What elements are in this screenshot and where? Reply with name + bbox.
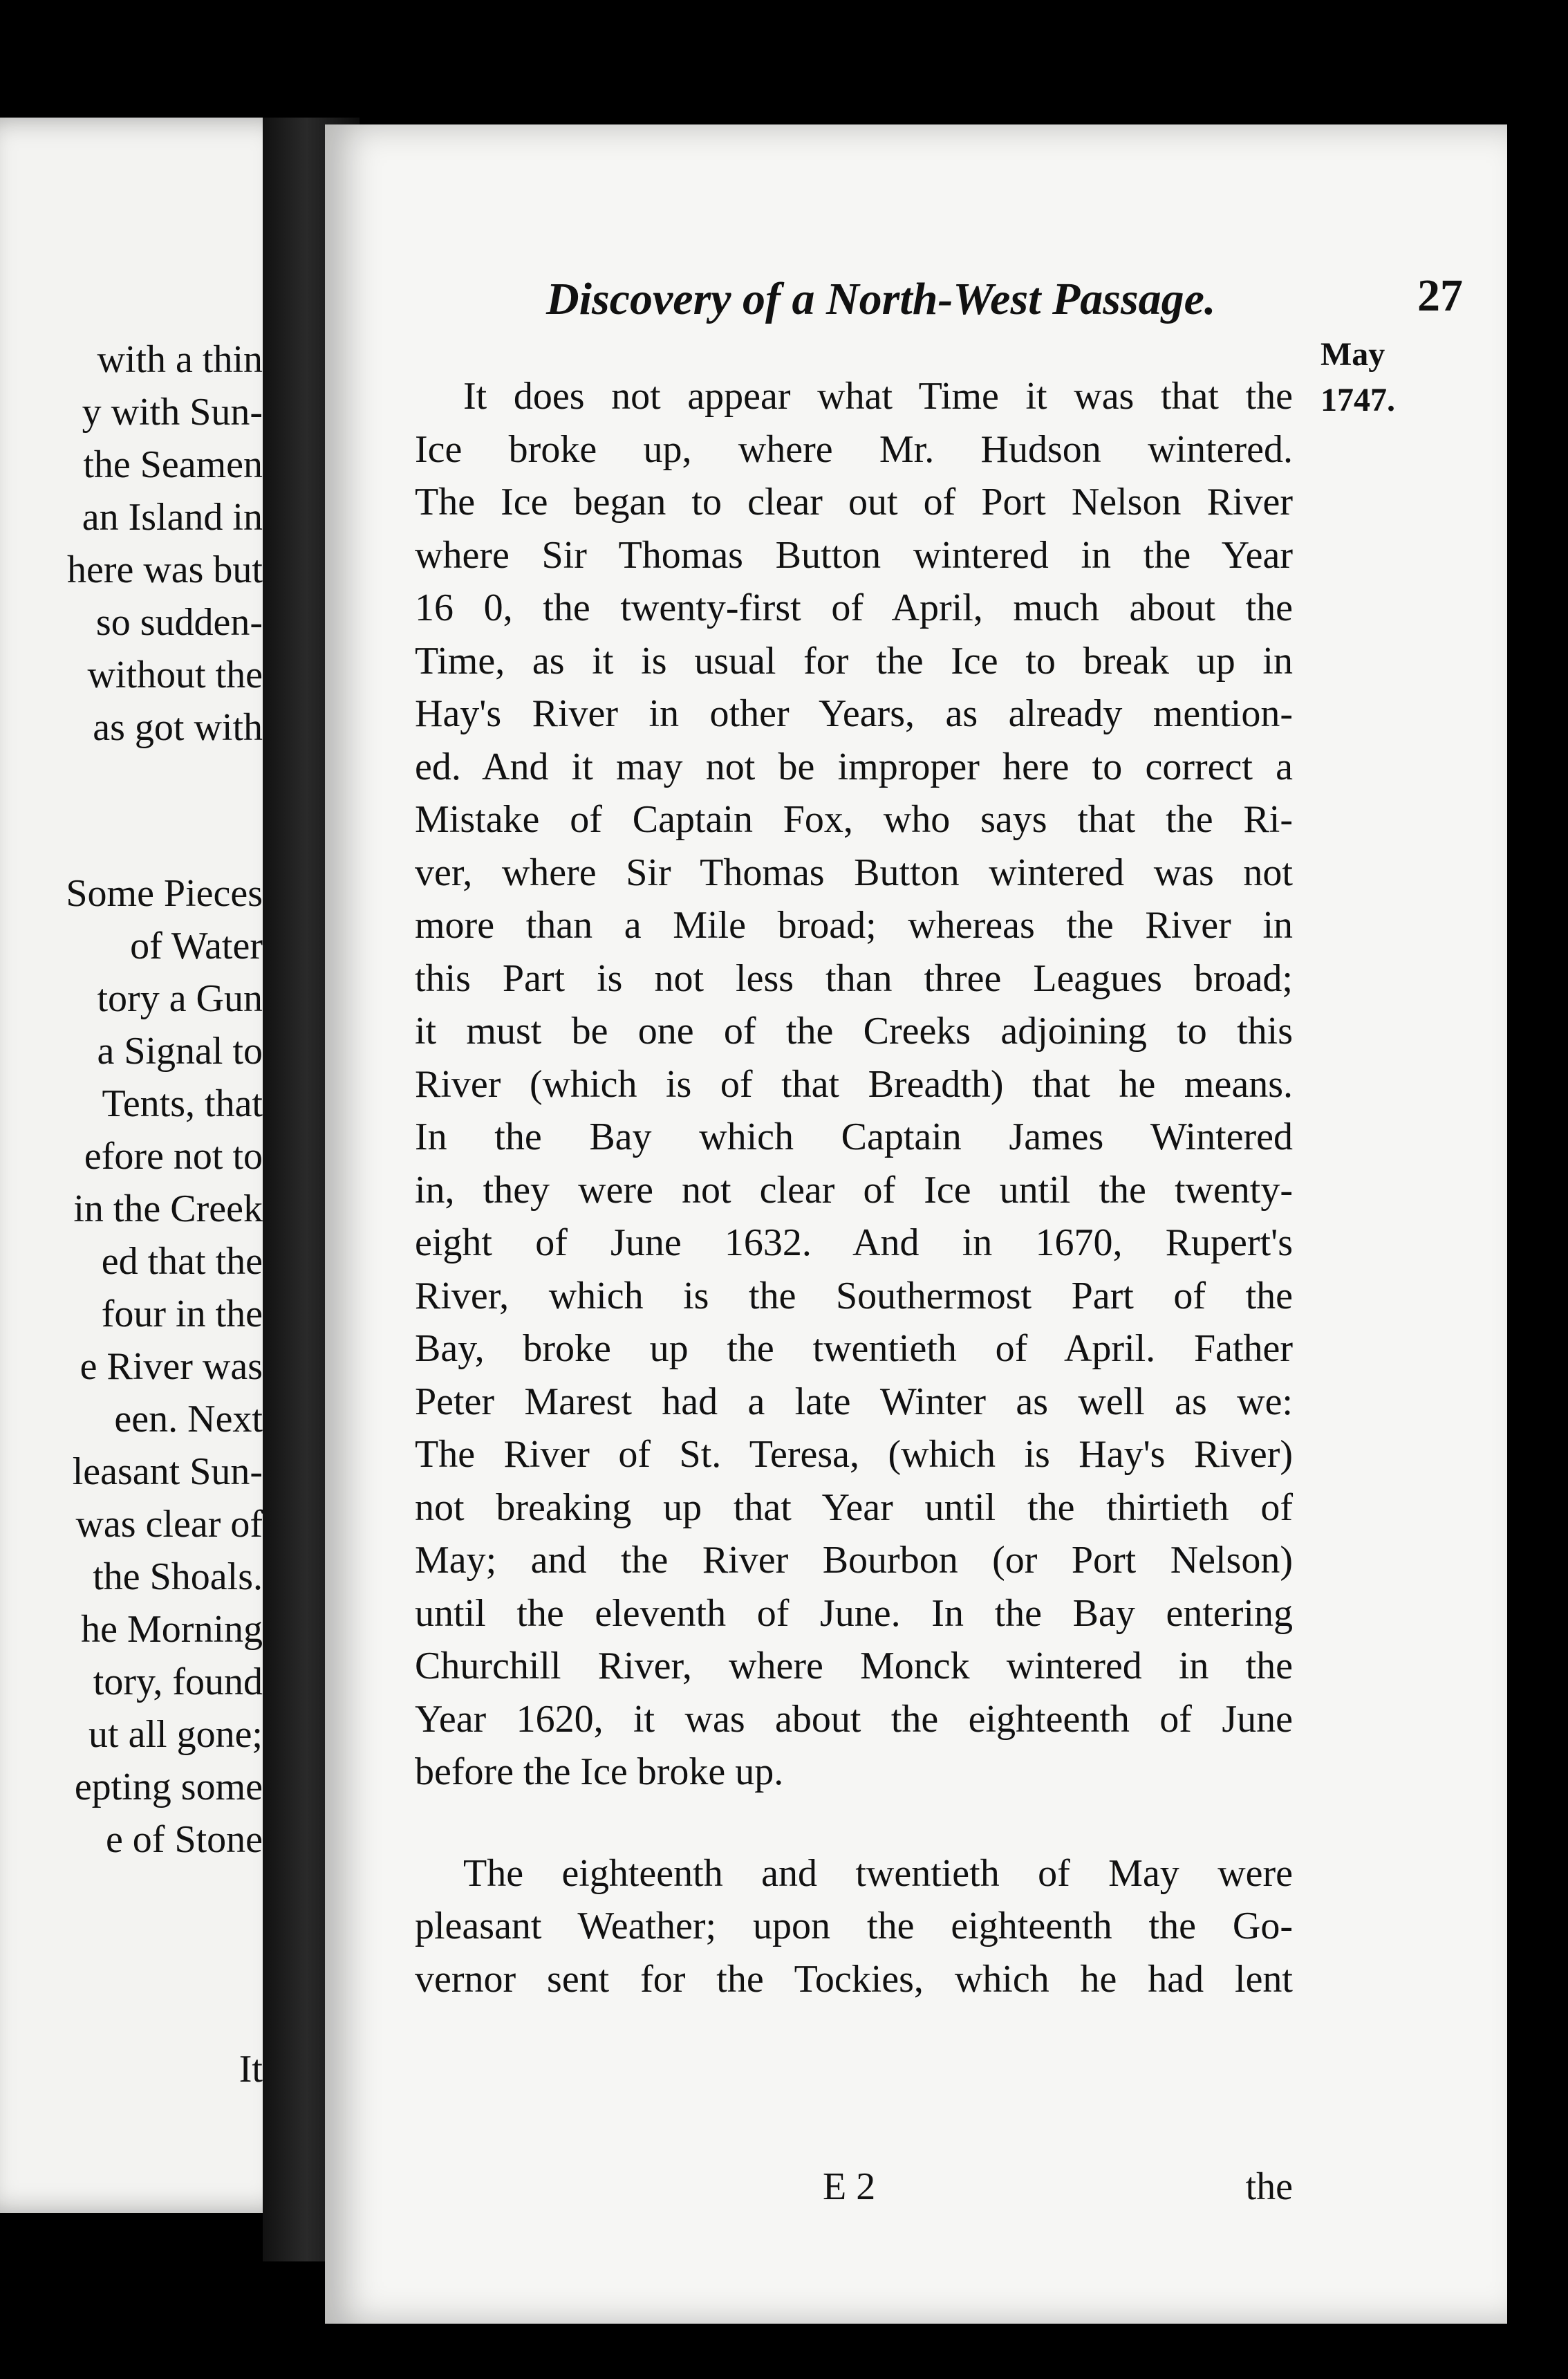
text-line: more than a Mile broad; whereas the River in [415,904,1293,947]
facing-line: a Signal to [97,1030,263,1073]
text-line: pleasant Weather; upon the eighteenth the Go- [415,1905,1293,1947]
text-line: Bay, broke up the twentieth of April. Father [415,1327,1293,1370]
signature-mark: E 2 [823,2165,876,2208]
text-line: River (which is of that Breadth) that he means. [415,1062,1293,1106]
facing-line: tory a Gun [97,977,263,1020]
facing-line: so sudden- [95,601,263,644]
facing-line: efore not to [84,1135,263,1178]
text-line: Hay's River in other Years, as already mention- [415,692,1293,735]
text-line: before the Ice broke up. [415,1750,784,1793]
facing-line: of Water [130,925,263,968]
facing-catchword: It [239,2048,263,2091]
text-line: ver, where Sir Thomas Button wintered was not [415,851,1293,894]
facing-line: in the Creek [73,1187,263,1230]
facing-line: epting some [74,1766,263,1808]
text-line: It does not appear what Time it was that the [463,375,1293,418]
facing-line: the Seamen [83,443,263,486]
margin-note-month: May [1320,336,1385,373]
facing-line: was clear of [75,1503,263,1546]
text-line: where Sir Thomas Button wintered in the Year [415,533,1293,577]
text-line: vernor sent for the Tockies, which he had lent [415,1957,1293,2001]
paragraph-2 [415,1847,1293,2006]
facing-line: een. Next [114,1398,263,1441]
facing-line: ed that the [101,1240,263,1283]
facing-line: with a thin [97,338,263,381]
text-line: Churchill River, where Monck wintered in the [415,1645,1293,1687]
running-head: Discovery of a North-West Passage. [546,274,1216,324]
margin-note [1320,332,1395,423]
text-line: it must be one of the Creeks adjoining to this [415,1010,1293,1053]
text-line: May; and the River Bourbon (or Port Nelson) [415,1539,1293,1582]
paragraph-1 [415,370,1293,1799]
text-line: In the Bay which Captain James Wintered [415,1116,1293,1158]
facing-line: Tents, that [102,1082,263,1125]
facing-line: the Shoals. [93,1555,263,1598]
text-line: until the eleventh of June. In the Bay entering [415,1591,1293,1635]
facing-line: tory, found [93,1660,263,1703]
text-line: not breaking up that Year until the thirtieth of [415,1485,1293,1529]
text-line: Time, as it is usual for the Ice to break up in [415,639,1293,683]
text-line: ed. And it may not be improper here to correct a [415,745,1293,788]
facing-line: here was but [66,548,263,591]
facing-line: Some Pieces [66,872,263,915]
text-line: Ice broke up, where Mr. Hudson wintered. [415,427,1293,471]
text-line: in, they were not clear of Ice until the twenty- [415,1168,1293,1212]
margin-note-year: 1747. [1320,382,1395,418]
text-line: this Part is not less than three Leagues broad; [415,956,1293,1000]
text-line: The eighteenth and twentieth of May were [463,1851,1293,1895]
facing-page [0,118,297,2213]
facing-line: without the [87,654,263,696]
text-line: The Ice began to clear out of Port Nelson River [415,481,1293,524]
facing-line: e River was [80,1345,263,1388]
page-number: 27 [1417,270,1463,321]
catchword: the [1245,2165,1293,2208]
text-line: eight of June 1632. And in 1670, Rupert's [415,1221,1293,1264]
text-line: Peter Marest had a late Winter as well as we: [415,1380,1293,1423]
facing-line: as got with [93,706,263,749]
body-text [415,370,1293,2006]
facing-line: ut all gone; [88,1713,263,1756]
text-line: River, which is the Southermost Part of the [415,1274,1293,1317]
text-line: Mistake of Captain Fox, who says that the Ri- [415,798,1293,841]
facing-line: an Island in [82,496,263,539]
facing-line: e of Stone [105,1818,263,1861]
text-line: The River of St. Teresa, (which is Hay's River) [415,1433,1293,1476]
text-line: Year 1620, it was about the eighteenth of June [415,1697,1293,1741]
facing-line: he Morning [81,1608,263,1651]
facing-line: four in the [101,1293,263,1335]
text-line: 16 0, the twenty-first of April, much about the [415,586,1293,629]
facing-line: y with Sun- [82,391,263,434]
facing-line: leasant Sun- [72,1450,263,1493]
book-page [325,124,1507,2324]
